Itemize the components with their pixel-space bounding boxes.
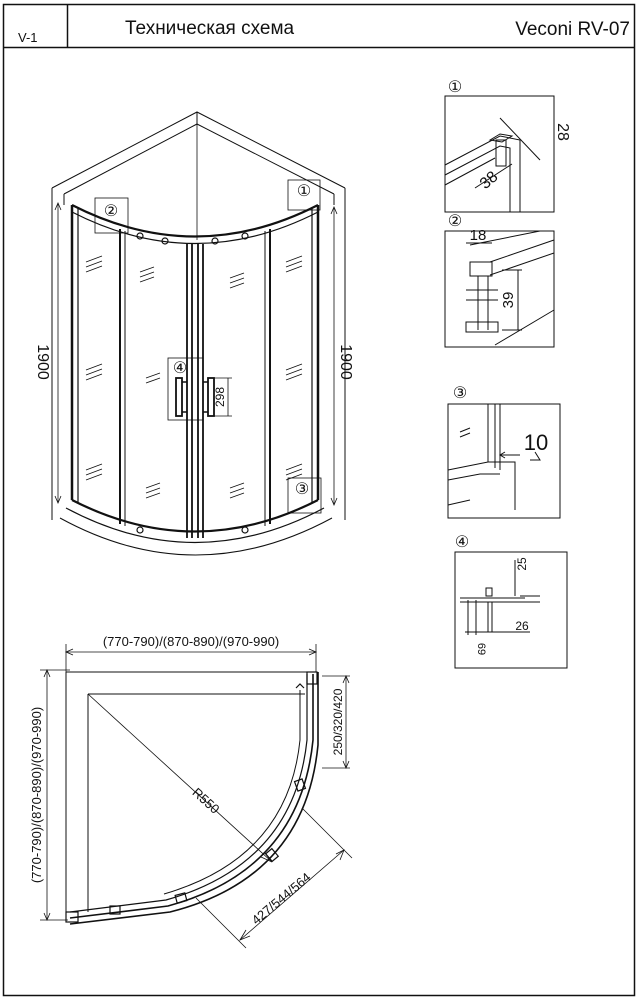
- callout-3-front: ③: [294, 481, 310, 498]
- wall-outline: [52, 112, 345, 188]
- detail-4-dim-b: 26: [515, 619, 529, 633]
- plan-radius-dimension: R550: [189, 784, 223, 817]
- callout-2-front: ②: [103, 203, 119, 220]
- version-label: V-1: [18, 30, 38, 45]
- page-title: Техническая схема: [125, 18, 295, 39]
- detail-3-dim-a: 10: [523, 430, 549, 455]
- handle-height-dimension: 298: [213, 386, 227, 408]
- detail-1-label: ①: [447, 79, 463, 96]
- height-dimension-left: 1900: [34, 344, 51, 380]
- detail-1-dim-b: 38: [476, 168, 502, 193]
- door-handles: [176, 378, 214, 416]
- detail-4-label: ④: [454, 534, 470, 551]
- plan-side-panel-dimension: 250/320/420: [331, 688, 345, 756]
- detail-2-dim-a: 18: [469, 227, 487, 244]
- detail-1-dim-a: 28: [554, 123, 571, 141]
- model-name: Veconi RV-07: [515, 19, 630, 40]
- detail-1: [445, 79, 571, 212]
- height-dimension-right: 1900: [337, 344, 354, 380]
- detail-3-label: ③: [452, 385, 468, 402]
- callout-4-front: ④: [172, 360, 188, 377]
- plan-depth-dimension: (770-790)/(870-890)/(970-990): [29, 706, 44, 884]
- detail-2-label: ②: [447, 213, 463, 230]
- plan-view: [29, 634, 352, 948]
- detail-4-dim-a: 25: [515, 557, 529, 571]
- callout-1-front: ①: [296, 183, 312, 200]
- detail-3: [448, 385, 560, 518]
- plan-diagonal-dimension: 427/544/564: [248, 869, 314, 928]
- detail-4: [455, 534, 567, 668]
- detail-2-dim-b: 39: [500, 291, 517, 309]
- detail-4-dim-c: 69: [475, 642, 487, 656]
- front-perspective-view: [34, 112, 354, 555]
- detail-2: [445, 213, 554, 347]
- plan-width-dimension: (770-790)/(870-890)/(970-990): [102, 634, 280, 649]
